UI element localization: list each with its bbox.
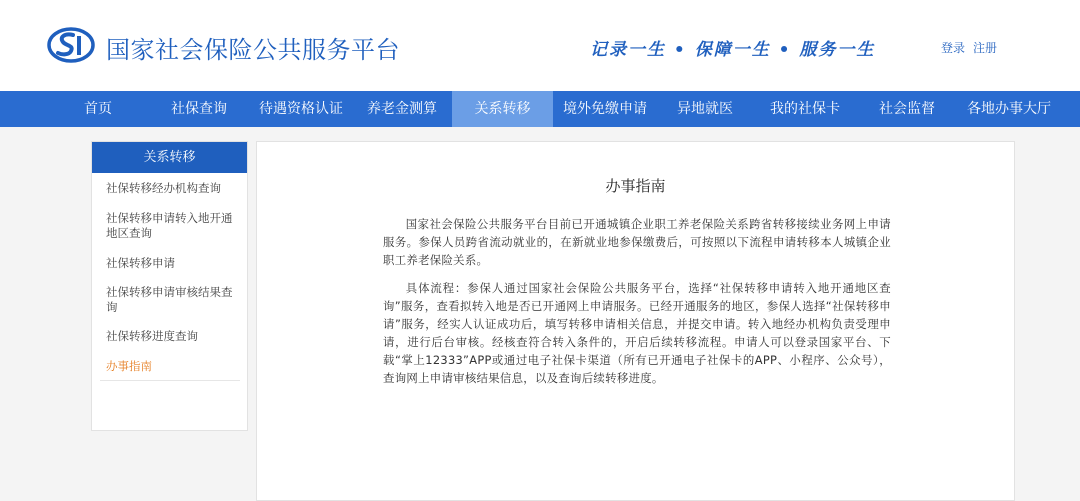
nav-item-benefit-qualification[interactable]: 待遇资格认证 bbox=[259, 101, 343, 117]
nav-item-supervision[interactable]: 社会监督 bbox=[879, 101, 935, 117]
content-panel bbox=[256, 141, 1015, 501]
nav-item-remote-medical[interactable]: 异地就医 bbox=[677, 101, 733, 117]
auth-links bbox=[941, 39, 997, 56]
sidebar-item-review-result-query[interactable]: 社保转移申请审核结果查询 bbox=[106, 285, 233, 314]
sidebar bbox=[91, 141, 248, 431]
page-title: 办事指南 bbox=[605, 177, 666, 195]
sidebar-item-progress-query[interactable]: 社保转移进度查询 bbox=[106, 329, 198, 343]
sidebar-item-transfer-apply[interactable]: 社保转移申请 bbox=[106, 256, 175, 270]
sidebar-divider bbox=[100, 380, 240, 381]
guide-paragraph-intro: 国家社会保险公共服务平台目前已开通城镇企业职工养老保险关系跨省转移接续业务网上申请服务。参保人员跨省流动就业的，在新就业地参保缴费后，可按照以下流程申请转移本人城镇企业职工养老保险关系。 bbox=[383, 217, 891, 267]
nav-item-relation-transfer[interactable]: 关系转移 bbox=[452, 91, 553, 127]
nav-item-pension-calculator[interactable]: 养老金测算 bbox=[367, 101, 437, 117]
site-title[interactable]: 国家社会保险公共服务平台 bbox=[106, 36, 400, 64]
nav-item-overseas-exemption[interactable]: 境外免缴申请 bbox=[563, 101, 647, 117]
sidebar-item-open-region-query[interactable]: 社保转移申请转入地开通地区查询 bbox=[106, 211, 233, 240]
nav-item-service-halls[interactable]: 各地办事大厅 bbox=[967, 101, 1051, 117]
login-link[interactable]: 登录 bbox=[941, 41, 966, 55]
sidebar-title: 关系转移 bbox=[92, 142, 247, 173]
sidebar-item-guide[interactable]: 办事指南 bbox=[106, 359, 152, 373]
sidebar-item-agency-query[interactable]: 社保转移经办机构查询 bbox=[106, 181, 221, 195]
slogan: 记录一生 • 保障一生 • 服务一生 bbox=[590, 40, 876, 60]
guide-paragraph-process: 具体流程：参保人通过国家社会保险公共服务平台，选择“社保转移申请转入地开通地区查询”服务，查看拟转入地是否已开通网上申请服务。已经开通服务的地区，参保人选择“社保转移申请”服务，经实人认证成功后，填写转移申请相关信息，并提交申请。转入地经办机构负责受理申请，进行后台审核。经核查符合转入条件的，开启后续转移流程。申请人可以登录国家平台、下载“掌上12333”APP或通过电子社保卡渠道（所有已开通电子社保卡的APP、小程序、公众号），查询网上申请审核结果信息，以及查询后续转移进度。 bbox=[383, 281, 891, 385]
main-nav bbox=[0, 91, 1080, 127]
si-logo-icon[interactable] bbox=[47, 27, 95, 63]
register-link[interactable]: 注册 bbox=[973, 41, 998, 55]
site-header bbox=[0, 0, 1080, 91]
nav-item-my-card[interactable]: 我的社保卡 bbox=[770, 101, 840, 117]
nav-item-social-security-query[interactable]: 社保查询 bbox=[171, 101, 227, 117]
nav-item-home[interactable]: 首页 bbox=[84, 101, 112, 117]
